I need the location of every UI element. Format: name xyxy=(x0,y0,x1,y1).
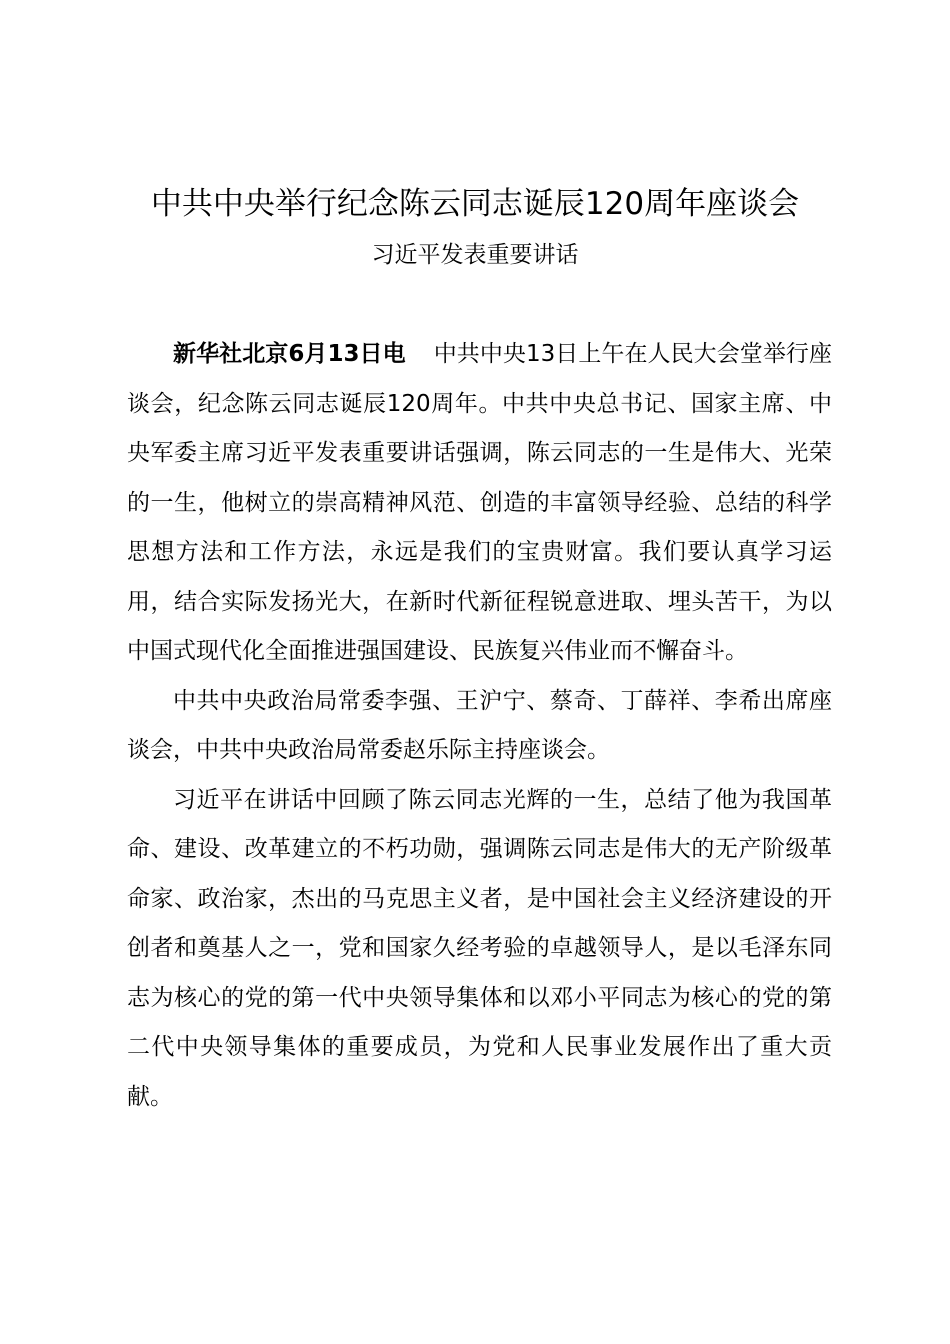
paragraph-1-text: 中共中央13日上午在人民大会堂举行座谈会，纪念陈云同志诞辰120周年。中共中央总书记、国家主席、中央军委主席习近平发表重要讲话强调，陈云同志的一生是伟大、光荣的一生，他树立的崇高精神风范、创造的丰富领导经验、总结的科学思想方法和工作方法，永远是我们的宝贵财富。我们要认真学习运用，结合实际发扬光大，在新时代新征程锐意进取、埋头苦干，为以中国式现代化全面推进强国建设、民族复兴伟业而不懈奋斗。 xyxy=(127,341,832,664)
paragraph-1 xyxy=(127,330,832,677)
document-title: 中共中央举行纪念陈云同志诞辰120周年座谈会 xyxy=(150,186,800,222)
article-body xyxy=(127,330,832,1122)
document-subtitle: 习近平发表重要讲话 xyxy=(371,242,579,268)
paragraph-2: 中共中央政治局常委李强、王沪宁、蔡奇、丁薛祥、李希出席座谈会，中共中央政治局常委赵乐际主持座谈会。 xyxy=(127,687,832,763)
paragraph-3: 习近平在讲话中回顾了陈云同志光辉的一生，总结了他为我国革命、建设、改革建立的不朽功勋，强调陈云同志是伟大的无产阶级革命家、政治家，杰出的马克思主义者，是中国社会主义经济建设的开创者和奠基人之一，党和国家久经考验的卓越领导人，是以毛泽东同志为核心的党的第一代中央领导集体和以邓小平同志为核心的党的第二代中央领导集体的重要成员，为党和人民事业发展作出了重大贡献。 xyxy=(127,786,832,1110)
dateline: 新华社北京6月13日电 xyxy=(173,341,406,367)
